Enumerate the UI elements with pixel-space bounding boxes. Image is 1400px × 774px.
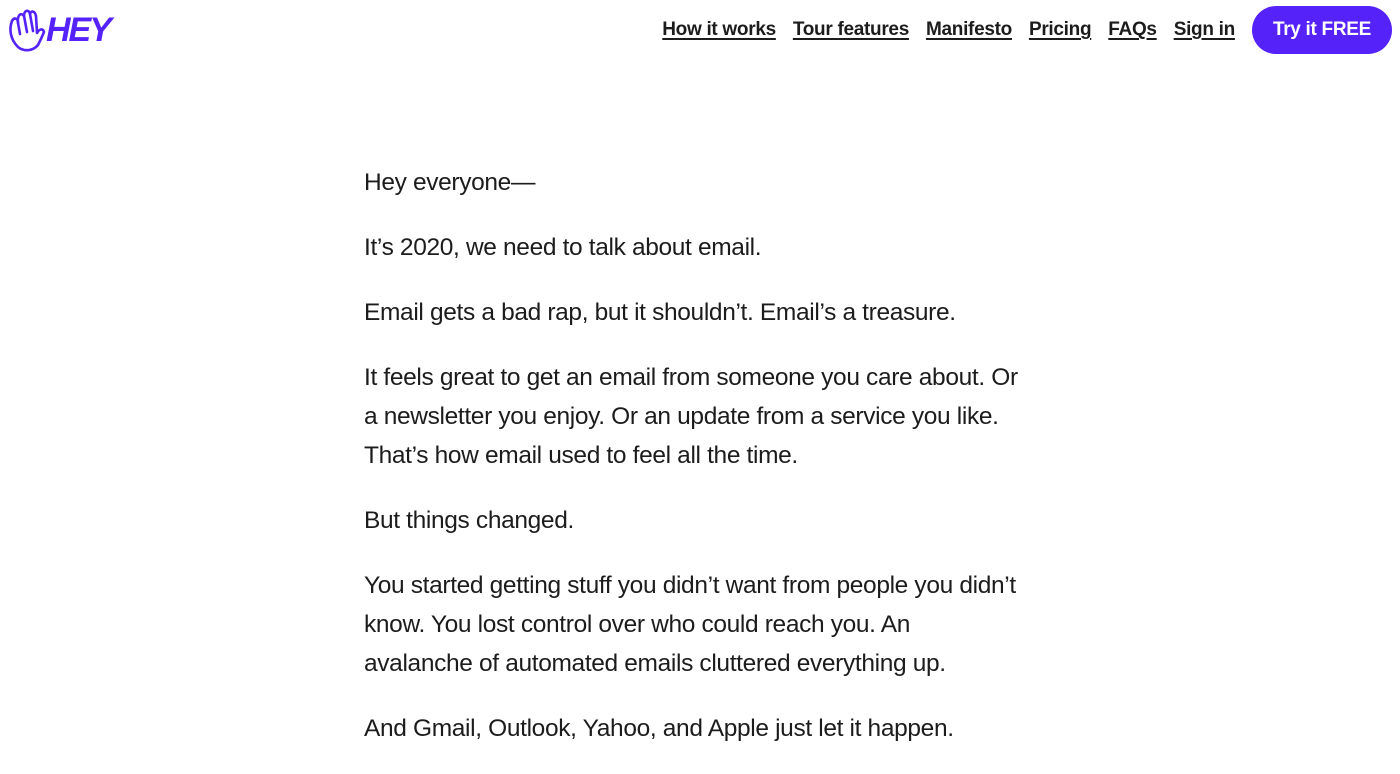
manifesto-paragraph: Hey everyone— — [364, 169, 536, 196]
waving-hand-icon — [6, 7, 50, 53]
nav-link-sign-in[interactable]: Sign in — [1173, 19, 1235, 40]
manifesto-paragraph: But things changed. — [364, 507, 574, 534]
manifesto-paragraph: It’s 2020, we need to talk about email. — [364, 234, 762, 261]
manifesto-body — [364, 163, 1024, 774]
site-header — [0, 0, 1400, 60]
hey-logo[interactable] — [6, 7, 110, 53]
nav-link-how-it-works[interactable]: How it works — [662, 19, 776, 40]
logo-wordmark: HEY — [46, 11, 110, 49]
nav-link-manifesto[interactable]: Manifesto — [925, 19, 1012, 40]
manifesto-paragraph: It feels great to get an email from someone you care about. Or a newsletter you enjoy. Or an update from a service you like. That’s how email used to feel all the time. — [364, 364, 1018, 469]
try-it-free-button[interactable]: Try it FREE — [1252, 6, 1392, 54]
nav-link-tour-features[interactable]: Tour features — [792, 19, 909, 40]
manifesto-paragraph: And Gmail, Outlook, Yahoo, and Apple just let it happen. — [364, 715, 954, 742]
manifesto-paragraph: You started getting stuff you didn’t want from people you didn’t know. You lost control over who could reach you. An avalanche of automated emails cluttered everything up. — [364, 572, 1016, 677]
manifesto-paragraph: Email gets a bad rap, but it shouldn’t. Email’s a treasure. — [364, 299, 956, 326]
nav-link-pricing[interactable]: Pricing — [1028, 19, 1092, 40]
main-nav — [662, 6, 1392, 54]
nav-link-faqs[interactable]: FAQs — [1108, 19, 1157, 40]
